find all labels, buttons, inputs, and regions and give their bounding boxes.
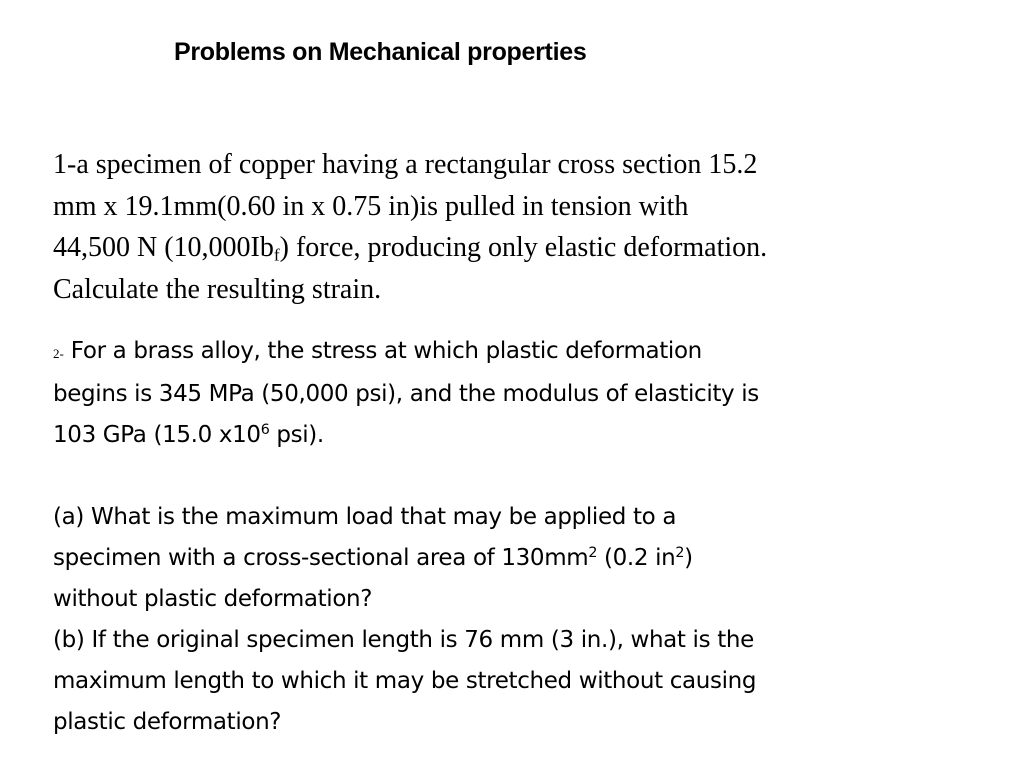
- part-a-line: [53, 538, 983, 579]
- problem-2: [53, 331, 983, 743]
- superscript: 2: [588, 545, 598, 562]
- slide-title: Problems on Mechanical properties: [174, 38, 587, 66]
- problem-2-line: [53, 331, 983, 374]
- part-a-text: specimen with a cross-sectional area of 130mm: [53, 545, 589, 571]
- part-b-line: plastic deformation?: [53, 709, 282, 735]
- problem-1-text: 44,500 N (10,000Ib: [53, 232, 274, 263]
- part-a-text: (0.2 in: [597, 545, 676, 571]
- superscript: 2: [675, 545, 685, 562]
- problem-2-line: begins is 345 MPa (50,000 psi), and the modulus of elasticity is: [53, 381, 759, 407]
- part-a-text: ): [684, 545, 693, 571]
- part-a-line: without plastic deformation?: [53, 586, 373, 612]
- problem-1-line: mm x 19.1mm(0.60 in x 0.75 in)is pulled in tension with: [53, 190, 689, 222]
- superscript: 6: [260, 422, 270, 439]
- problem-1-line: Calculate the resulting strain.: [53, 273, 382, 305]
- problem-2-text: psi).: [269, 422, 324, 448]
- problem-2-number: 2-: [53, 346, 64, 361]
- subscript: f: [273, 245, 280, 265]
- problem-1-line: 1-a specimen of copper having a rectangular cross section 15.2: [53, 149, 758, 180]
- part-a-line: (a) What is the maximum load that may be applied to a: [53, 504, 677, 530]
- problem-2-text: For a brass alloy, the stress at which plastic deformation: [63, 338, 702, 364]
- problem-1-text: ) force, producing only elastic deformation.: [279, 232, 768, 263]
- part-b-line: maximum length to which it may be stretched without causing: [53, 668, 757, 694]
- problem-1-line: [53, 227, 953, 269]
- part-b-line: (b) If the original specimen length is 76 mm (3 in.), what is the: [53, 627, 754, 653]
- problem-2-line: [53, 415, 983, 456]
- problem-1: [53, 144, 953, 310]
- blank-line: [53, 456, 983, 497]
- problem-2-text: 103 GPa (15.0 x10: [53, 422, 261, 448]
